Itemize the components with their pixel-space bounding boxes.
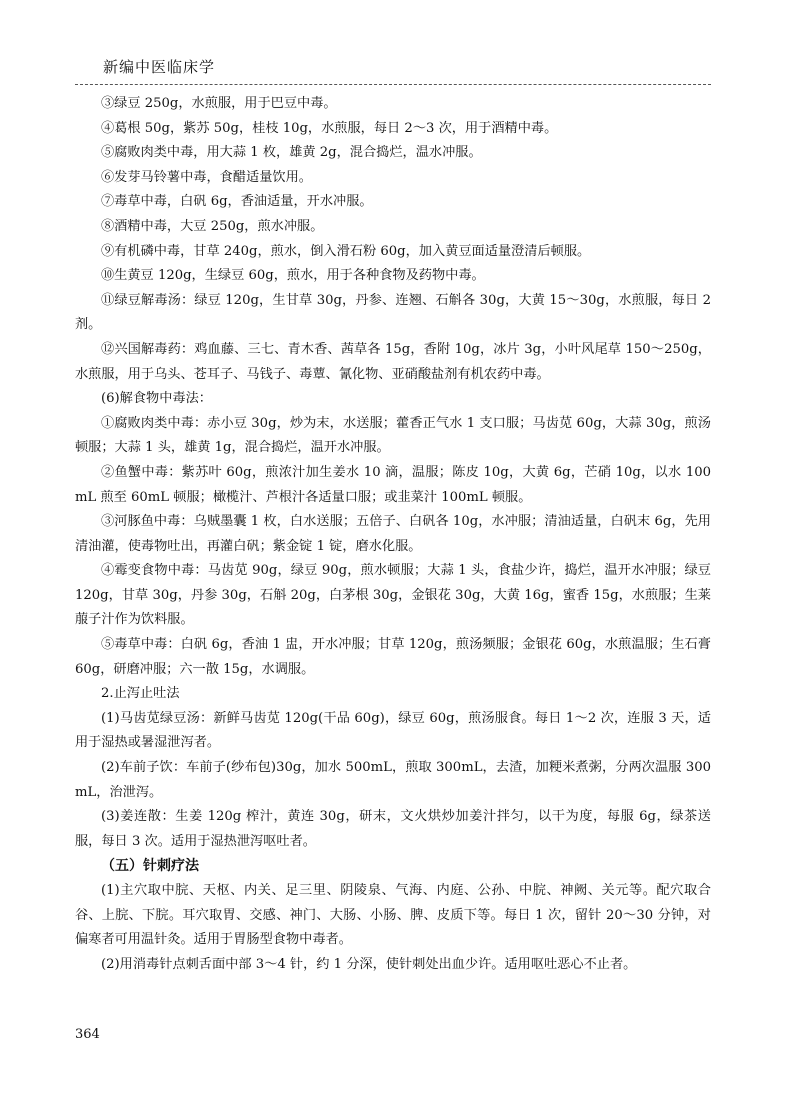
remedy-item: (2)用消毒针点刺舌面中部 3～4 针，约 1 分深，使针刺处出血少许。适用呕吐恶心不止者。: [101, 956, 637, 972]
remedy-item: ④霉变食物中毒：马齿苋 90g，绿豆 90g，煎水顿服；大蒜 1 头，食盐少许，捣烂，温开水冲服；绿豆 120g，甘草 30g，丹参 30g，石斛 20g，白茅根 30g，金银花 30g，大黄 16g，蜜香 15g，水煎服；生莱菔子汁作为饮料服。: [75, 563, 711, 628]
remedy-item: (1)主穴取中脘、天枢、内关、足三里、阴陵泉、气海、内庭、公孙、中脘、神阙、关元等。配穴取合谷、上脘、下脘。耳穴取胃、交感、神门、大肠、小肠、脾、皮质下等。每日 1 次，留针 20～30 分钟，对偏寒者可用温针灸。适用于胃肠型食物中毒者。: [75, 883, 711, 948]
remedy-item: ③绿豆 250g，水煎服，用于巴豆中毒。: [101, 96, 337, 111]
remedy-item: ⑥发芽马铃薯中毒，食醋适量饮用。: [101, 169, 312, 185]
remedy-item: ⑧酒精中毒，大豆 250g，煎水冲服。: [101, 218, 324, 234]
remedy-item: ①腐败肉类中毒：赤小豆 30g，炒为末，水送服；藿香正气水 1 支口服；马齿苋 60g，大蒜 30g，煎汤顿服；大蒜 1 头，雄黄 1g，混合捣烂，温开水冲服。: [75, 415, 711, 456]
remedy-item: ⑫兴国解毒药：鸡血藤、三七、青木香、茜草各 15g，香附 10g，冰片 3g，小叶风尾草 150～250g，水煎服，用于乌头、苍耳子、马钱子、毒蕈、氰化物、亚硝酸盐剂有机农药中毒。: [75, 341, 711, 382]
remedy-item: ⑦毒草中毒，白矾 6g，香油适量，开水冲服。: [101, 194, 373, 210]
remedy-item: ②鱼蟹中毒：紫苏叶 60g，煎浓汁加生姜水 10 滴，温服；陈皮 10g，大黄 6g，芒硝 10g，以水 100mL 煎至 60mL 顿服；橄榄汁、芦根汁各适量口服；或韭菜汁 100mL 顿服。: [75, 464, 711, 505]
remedy-item: ⑨有机磷中毒，甘草 240g，煎水，倒入滑石粉 60g，加入黄豆面适量澄清后顿服。: [101, 243, 591, 259]
page-number: 364: [75, 1027, 100, 1042]
remedy-item: ⑤毒草中毒：白矾 6g，香油 1 盅，开水冲服；甘草 120g，煎汤频服；金银花 60g，水煎温服；生石膏 60g，研磨冲服；六一散 15g，水调服。: [75, 637, 711, 677]
remedy-item: ④葛根 50g，紫苏 50g，桂枝 10g，水煎服，每日 2～3 次，用于酒精中毒。: [101, 120, 558, 136]
subsection-heading: 2.止泻止吐法: [101, 686, 180, 702]
page-body: [75, 92, 711, 977]
remedy-item: ⑤腐败肉类中毒，用大蒜 1 枚，雄黄 2g，混合捣烂，温水冲服。: [101, 145, 482, 161]
running-header: 新编中医临床学: [103, 58, 216, 76]
remedy-item: ⑪绿豆解毒汤：绿豆 120g，生甘草 30g，丹参、连翘、石斛各 30g，大黄 15～30g，水煎服，每日 2 剂。: [75, 292, 711, 333]
header-divider: [75, 84, 711, 85]
remedy-item: ③河豚鱼中毒：乌贼墨囊 1 枚，白水送服；五倍子、白矾各 10g，水冲服；清油适量，白矾末 6g，先用清油灌，使毒物吐出，再灌白矾；紫金锭 1 锭，磨水化服。: [75, 514, 711, 554]
remedy-item: (1)马齿苋绿豆汤：新鲜马齿苋 120g(干品 60g)，绿豆 60g，煎汤服食。每日 1～2 次，连服 3 天，适用于湿热或暑湿泄泻者。: [75, 710, 711, 751]
remedy-item: (2)车前子饮：车前子(纱布包)30g，加水 500mL，煎取 300mL，去渣，加粳米煮粥，分两次温服 300mL，治泄泻。: [75, 760, 711, 800]
section-heading: （五）针刺疗法: [101, 858, 199, 875]
remedy-item: ⑩生黄豆 120g，生绿豆 60g，煎水，用于各种食物及药物中毒。: [101, 268, 485, 284]
remedy-item: (3)姜连散：生姜 120g 榨汁，黄连 30g，研末，文火烘炒加姜汁拌匀，以干为度，每服 6g，绿茶送服，每日 3 次。适用于湿热泄泻呕吐者。: [75, 809, 711, 849]
subsection-heading: (6)解食物中毒法：: [101, 391, 212, 407]
